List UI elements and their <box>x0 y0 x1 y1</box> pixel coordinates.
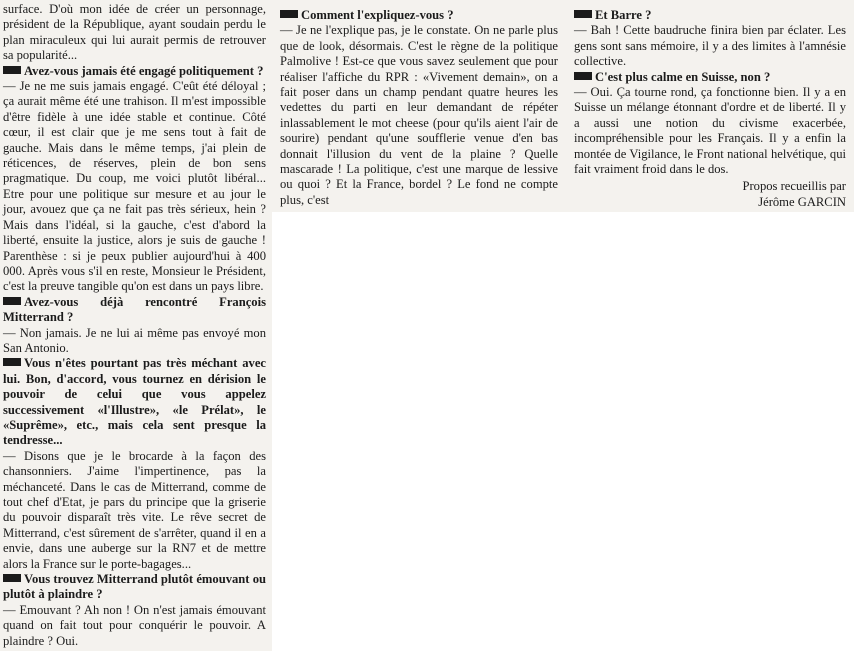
question-marker-icon <box>280 10 298 18</box>
article-column-left <box>0 0 272 651</box>
signature <box>574 179 846 210</box>
article-column-middle <box>272 0 566 212</box>
article-column-right <box>566 0 854 212</box>
question-text: Vous trouvez Mitterrand plutôt émouvant ou plutôt à plaindre ? <box>3 572 266 602</box>
question-marker-icon <box>3 297 21 305</box>
interview-question <box>574 70 846 85</box>
question-text: Avez-vous déjà rencontré François Mitterrand ? <box>3 294 266 325</box>
interview-question <box>3 64 266 79</box>
question-marker-icon <box>574 72 592 80</box>
interview-question <box>3 295 266 326</box>
interview-question <box>3 572 266 603</box>
interview-answer: — Disons que je le brocarde à la façon des chansonniers. J'aime l'impertinence, pas la méchanceté. Dans le cas de Mitterrand, comme de tout chef d'Etat, je pars du principe que la griserie du pouvoir disparaît très vite. Le rêve secret de Mitterrand, c'est sûrement de s'arrêter, quand il en a envie, dans une auberge sur la RN7 et de mettre alors la France sur le porte-bagages... <box>3 448 266 571</box>
column-right-body <box>574 8 846 177</box>
interview-answer: — Bah ! Cette baudruche finira bien par éclater. Les gens sont sans mémoire, il y a des limites à l'amnésie collective. <box>574 23 846 69</box>
question-marker-icon <box>574 10 592 18</box>
interview-question <box>574 8 846 23</box>
interview-answer: — Non jamais. Je ne lui ai même pas envoyé mon San Antonio. <box>3 325 266 355</box>
signature-credit: Propos recueillis par <box>742 179 846 194</box>
question-text: Vous n'êtes pourtant pas très méchant avec lui. Bon, d'accord, vous tournez en dérision le pouvoir de celui que vous appelez successivement «l'Illustre», «le Prélat», le «Suprême», etc., mais cela sent presque la tendresse... <box>3 356 266 448</box>
interview-answer: — Je ne me suis jamais engagé. C'eût été déloyal ; ça aurait même été une trahison. Il m'est impossible d'être fidèle à une idée stable et continue. Côté cœur, il est clair que je me sens tout à fait de gauche. Mais dans le même temps, j'ai plein de réticences, de réserves, plein de bon sens pragmatique. Du coup, me voici plutôt libéral... Etre pour une politique sur mesure et au jour le jour, avouez que ça ne fait pas très sérieux, hein ? Mais dans l'idéal, si la gauche, c'est d'abord la liberté, ensuite la justice, alors je suis de gauche ! Parenthèse : si je peux publier aujourd'hui à 400 000. Après vous s'il en reste, Monsieur le Président, c'est la preuve tangible qu'on est dans un pays libre. <box>3 79 266 294</box>
interview-answer: — Emouvant ? Ah non ! On n'est jamais émouvant quand on fait tout pour conquérir le pouvoir. A plaindre ? Oui. <box>3 602 266 648</box>
interview-answer: — Je ne l'explique pas, je le constate. On ne parle plus que de look, désormais. C'est le règne de la politique Palmolive ! Est-ce que vous savez seulement que pour réaliser l'affiche du RPR : «Vivement demain», on a fait poser dans un champ pendant quatre heures les vedettes du parti en leur demandant de répéter inlassablement le mot cheese (pour qu'ils aient l'air de sourire) pendant qu'une soufflerie venue d'en bas donnait l'illusion du vent de la plaine ? Quelle mascarade ! La politique, c'est une marque de lessive ou quoi ? Et la France, bordel ? Le fond ne compte plus, c'est <box>280 23 558 207</box>
interview-answer: — Oui. Ça tourne rond, ça fonctionne bien. Il y a en Suisse un mélange étonnant d'ordre et de liberté. Il y a aussi une notion du civisme exacerbée, incompréhensible pour les Français. Il y a enfin la montée de Vigilance, le Front national helvétique, qui fait vraiment froid dans le dos. <box>574 85 846 177</box>
question-text: C'est plus calme en Suisse, non ? <box>595 69 771 84</box>
interview-answer: surface. D'où mon idée de créer un personnage, président de la République, ayant soudain perdu le plan miraculeux qui lui aurait permis de retrouver sa popularité... <box>3 2 266 63</box>
interview-question <box>3 356 266 448</box>
question-marker-icon <box>3 66 21 74</box>
question-marker-icon <box>3 358 21 366</box>
question-text: Comment l'expliquez-vous ? <box>301 8 454 22</box>
question-marker-icon <box>3 574 21 582</box>
question-text: Avez-vous jamais été engagé politiquement ? <box>24 63 264 78</box>
signature-author: Jérôme GARCIN <box>758 194 846 209</box>
interview-question <box>280 8 558 23</box>
question-text: Et Barre ? <box>595 8 652 22</box>
